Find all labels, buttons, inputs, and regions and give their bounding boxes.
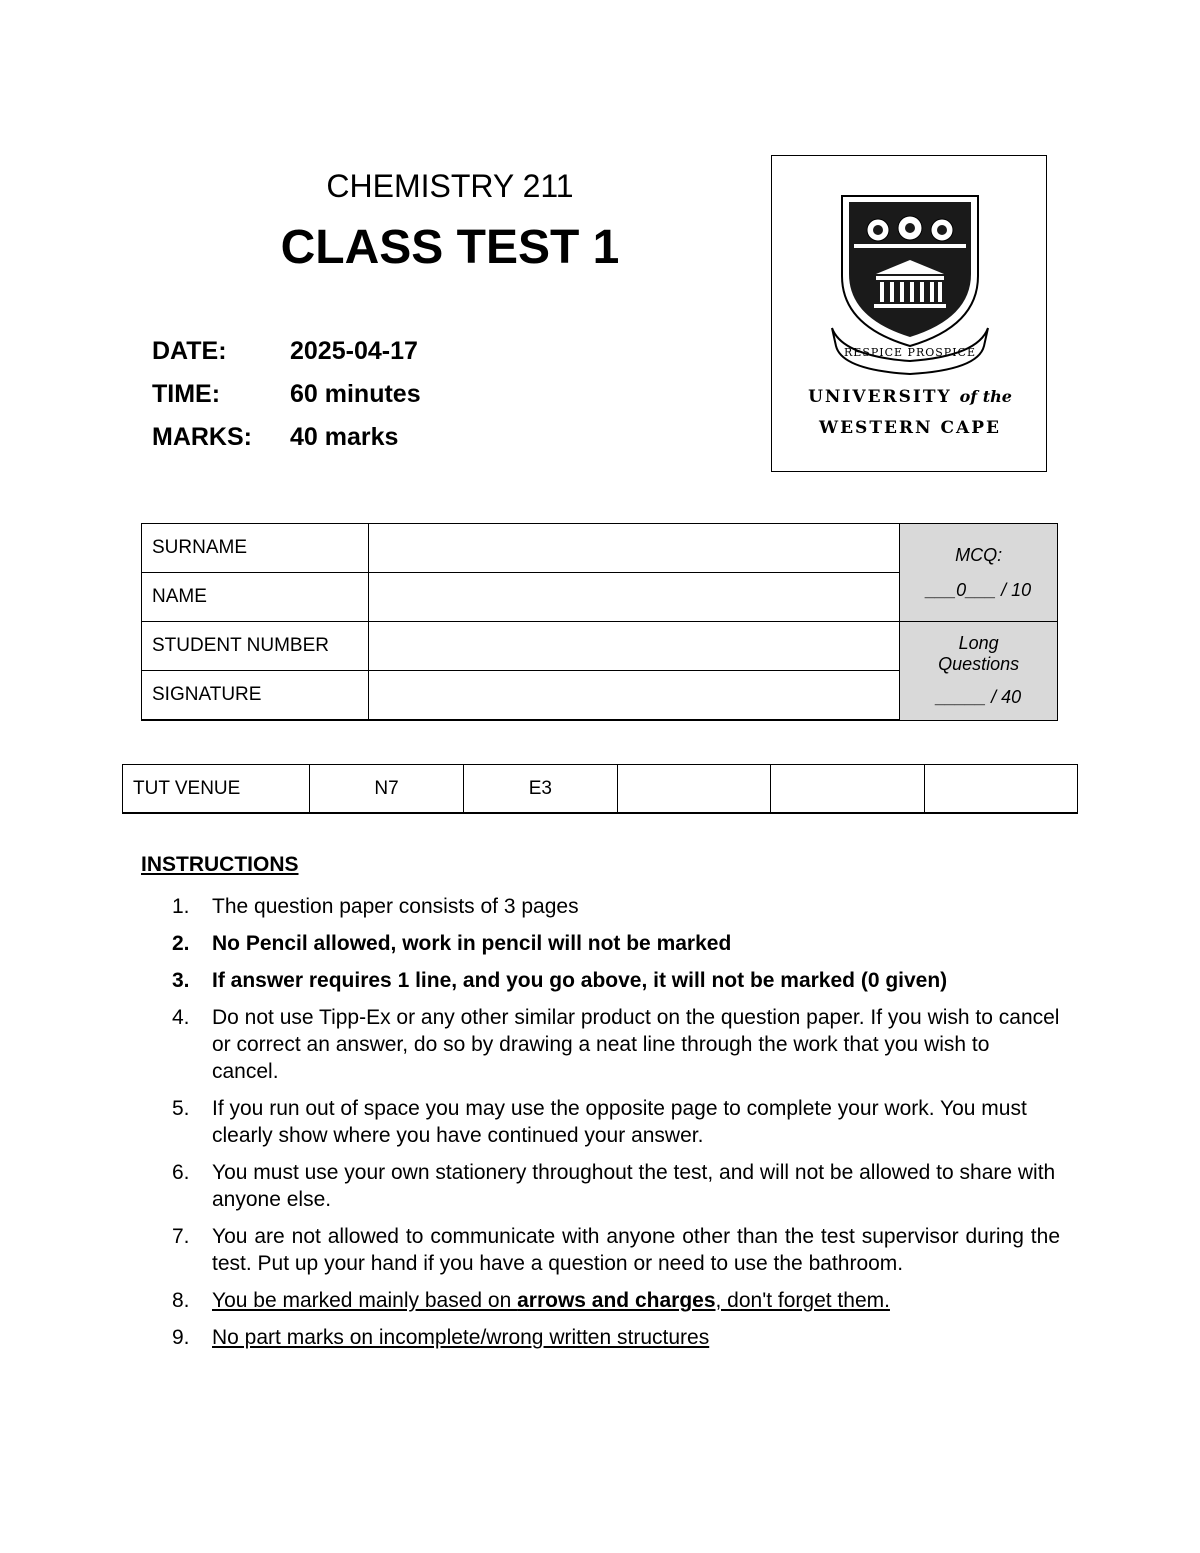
long-label-1: Long — [958, 633, 999, 654]
tut-venue-cell[interactable] — [771, 765, 924, 814]
signature-field[interactable] — [368, 671, 900, 721]
item-text: You must use your own stationery throughout the test, and will not be allowed to share with anyone else. — [212, 1161, 1056, 1211]
list-item — [172, 1223, 1060, 1277]
mcq-score-cell — [900, 524, 1058, 622]
test-meta — [152, 330, 421, 459]
item-number: 2. — [172, 932, 190, 955]
instructions-list — [172, 893, 1060, 1361]
tut-venue-cell[interactable] — [617, 765, 770, 814]
item-number: 4. — [172, 1006, 190, 1029]
university-name-line1 — [772, 387, 1048, 407]
tut-venue-table — [122, 764, 1078, 814]
item-text-pre: You be marked mainly based on — [212, 1289, 518, 1312]
row-label: SURNAME — [142, 524, 369, 573]
meta-value: 2025-04-17 — [290, 337, 418, 365]
meta-date — [152, 330, 421, 373]
tut-venue-cell[interactable]: E3 — [463, 765, 617, 814]
item-number: 9. — [172, 1326, 190, 1349]
table-row — [123, 765, 1078, 814]
tut-venue-cell[interactable] — [924, 765, 1077, 814]
item-number: 1. — [172, 895, 190, 918]
item-text: Do not use Tipp-Ex or any other similar product on the question paper. If you wish to cancel or correct an answer, do so by drawing a neat line through the work that you wish to cancel. — [212, 1006, 1060, 1083]
long-questions-score-cell — [900, 622, 1058, 721]
meta-label: DATE: — [152, 337, 227, 365]
item-text-post: , don't forget them. — [715, 1289, 890, 1312]
table-row — [142, 622, 1058, 671]
list-item — [172, 1004, 1060, 1085]
meta-label: TIME: — [152, 380, 221, 408]
row-label: STUDENT NUMBER — [142, 622, 369, 671]
item-text: If answer requires 1 line, and you go above, it will not be marked (0 given) — [212, 969, 948, 992]
row-label: NAME — [142, 573, 369, 622]
row-label: SIGNATURE — [142, 671, 369, 721]
surname-field[interactable] — [368, 524, 900, 573]
item-number: 8. — [172, 1289, 190, 1312]
course-title: CHEMISTRY 211 — [326, 168, 574, 204]
tut-venue-cell[interactable]: N7 — [310, 765, 464, 814]
item-text: No part marks on incomplete/wrong written structures — [212, 1326, 710, 1349]
list-item — [172, 1287, 1060, 1314]
item-number: 5. — [172, 1097, 190, 1120]
item-text: No Pencil allowed, work in pencil will not be marked — [212, 932, 732, 955]
item-number: 7. — [172, 1225, 190, 1248]
list-item — [172, 1095, 1060, 1149]
meta-time — [152, 373, 421, 416]
long-score: _____ / 40 — [936, 687, 1022, 708]
meta-value: 60 minutes — [290, 380, 421, 408]
table-row — [142, 524, 1058, 573]
list-item — [172, 1159, 1060, 1213]
long-label-2: Questions — [938, 654, 1020, 675]
university-word: UNIVERSITY — [808, 387, 952, 407]
item-text: The question paper consists of 3 pages — [212, 895, 579, 918]
meta-label: MARKS: — [152, 423, 252, 451]
university-name-line2: WESTERN CAPE — [819, 418, 1001, 438]
university-logo — [771, 155, 1047, 472]
item-number: 3. — [172, 969, 190, 992]
test-title: CLASS TEST 1 — [280, 221, 620, 274]
instructions-title: INSTRUCTIONS — [141, 853, 299, 876]
list-item — [172, 930, 1060, 957]
item-text: If you run out of space you may use the opposite page to complete your work. You must clearly show where you have continued your answer. — [212, 1097, 1027, 1147]
crest-motto: RESPICE PROSPICE — [844, 346, 976, 359]
item-text-bold: arrows and charges — [517, 1289, 716, 1312]
student-number-field[interactable] — [368, 622, 900, 671]
list-item — [172, 893, 1060, 920]
list-item — [172, 1324, 1060, 1351]
mcq-score: ___0___ / 10 — [926, 579, 1032, 600]
mcq-label: MCQ: — [955, 544, 1003, 565]
name-field[interactable] — [368, 573, 900, 622]
student-details-table — [141, 523, 1058, 721]
item-text: You are not allowed to communicate with anyone other than the test supervisor during the test. Put up your hand if you have a question or need to use the bathroom. — [212, 1225, 1060, 1275]
item-text — [212, 1287, 1060, 1314]
item-number: 6. — [172, 1161, 190, 1184]
meta-marks — [152, 416, 421, 459]
university-suffix: of the — [959, 387, 1012, 406]
tut-venue-label: TUT VENUE — [123, 765, 310, 814]
meta-value: 40 marks — [290, 423, 399, 451]
list-item — [172, 967, 1060, 994]
